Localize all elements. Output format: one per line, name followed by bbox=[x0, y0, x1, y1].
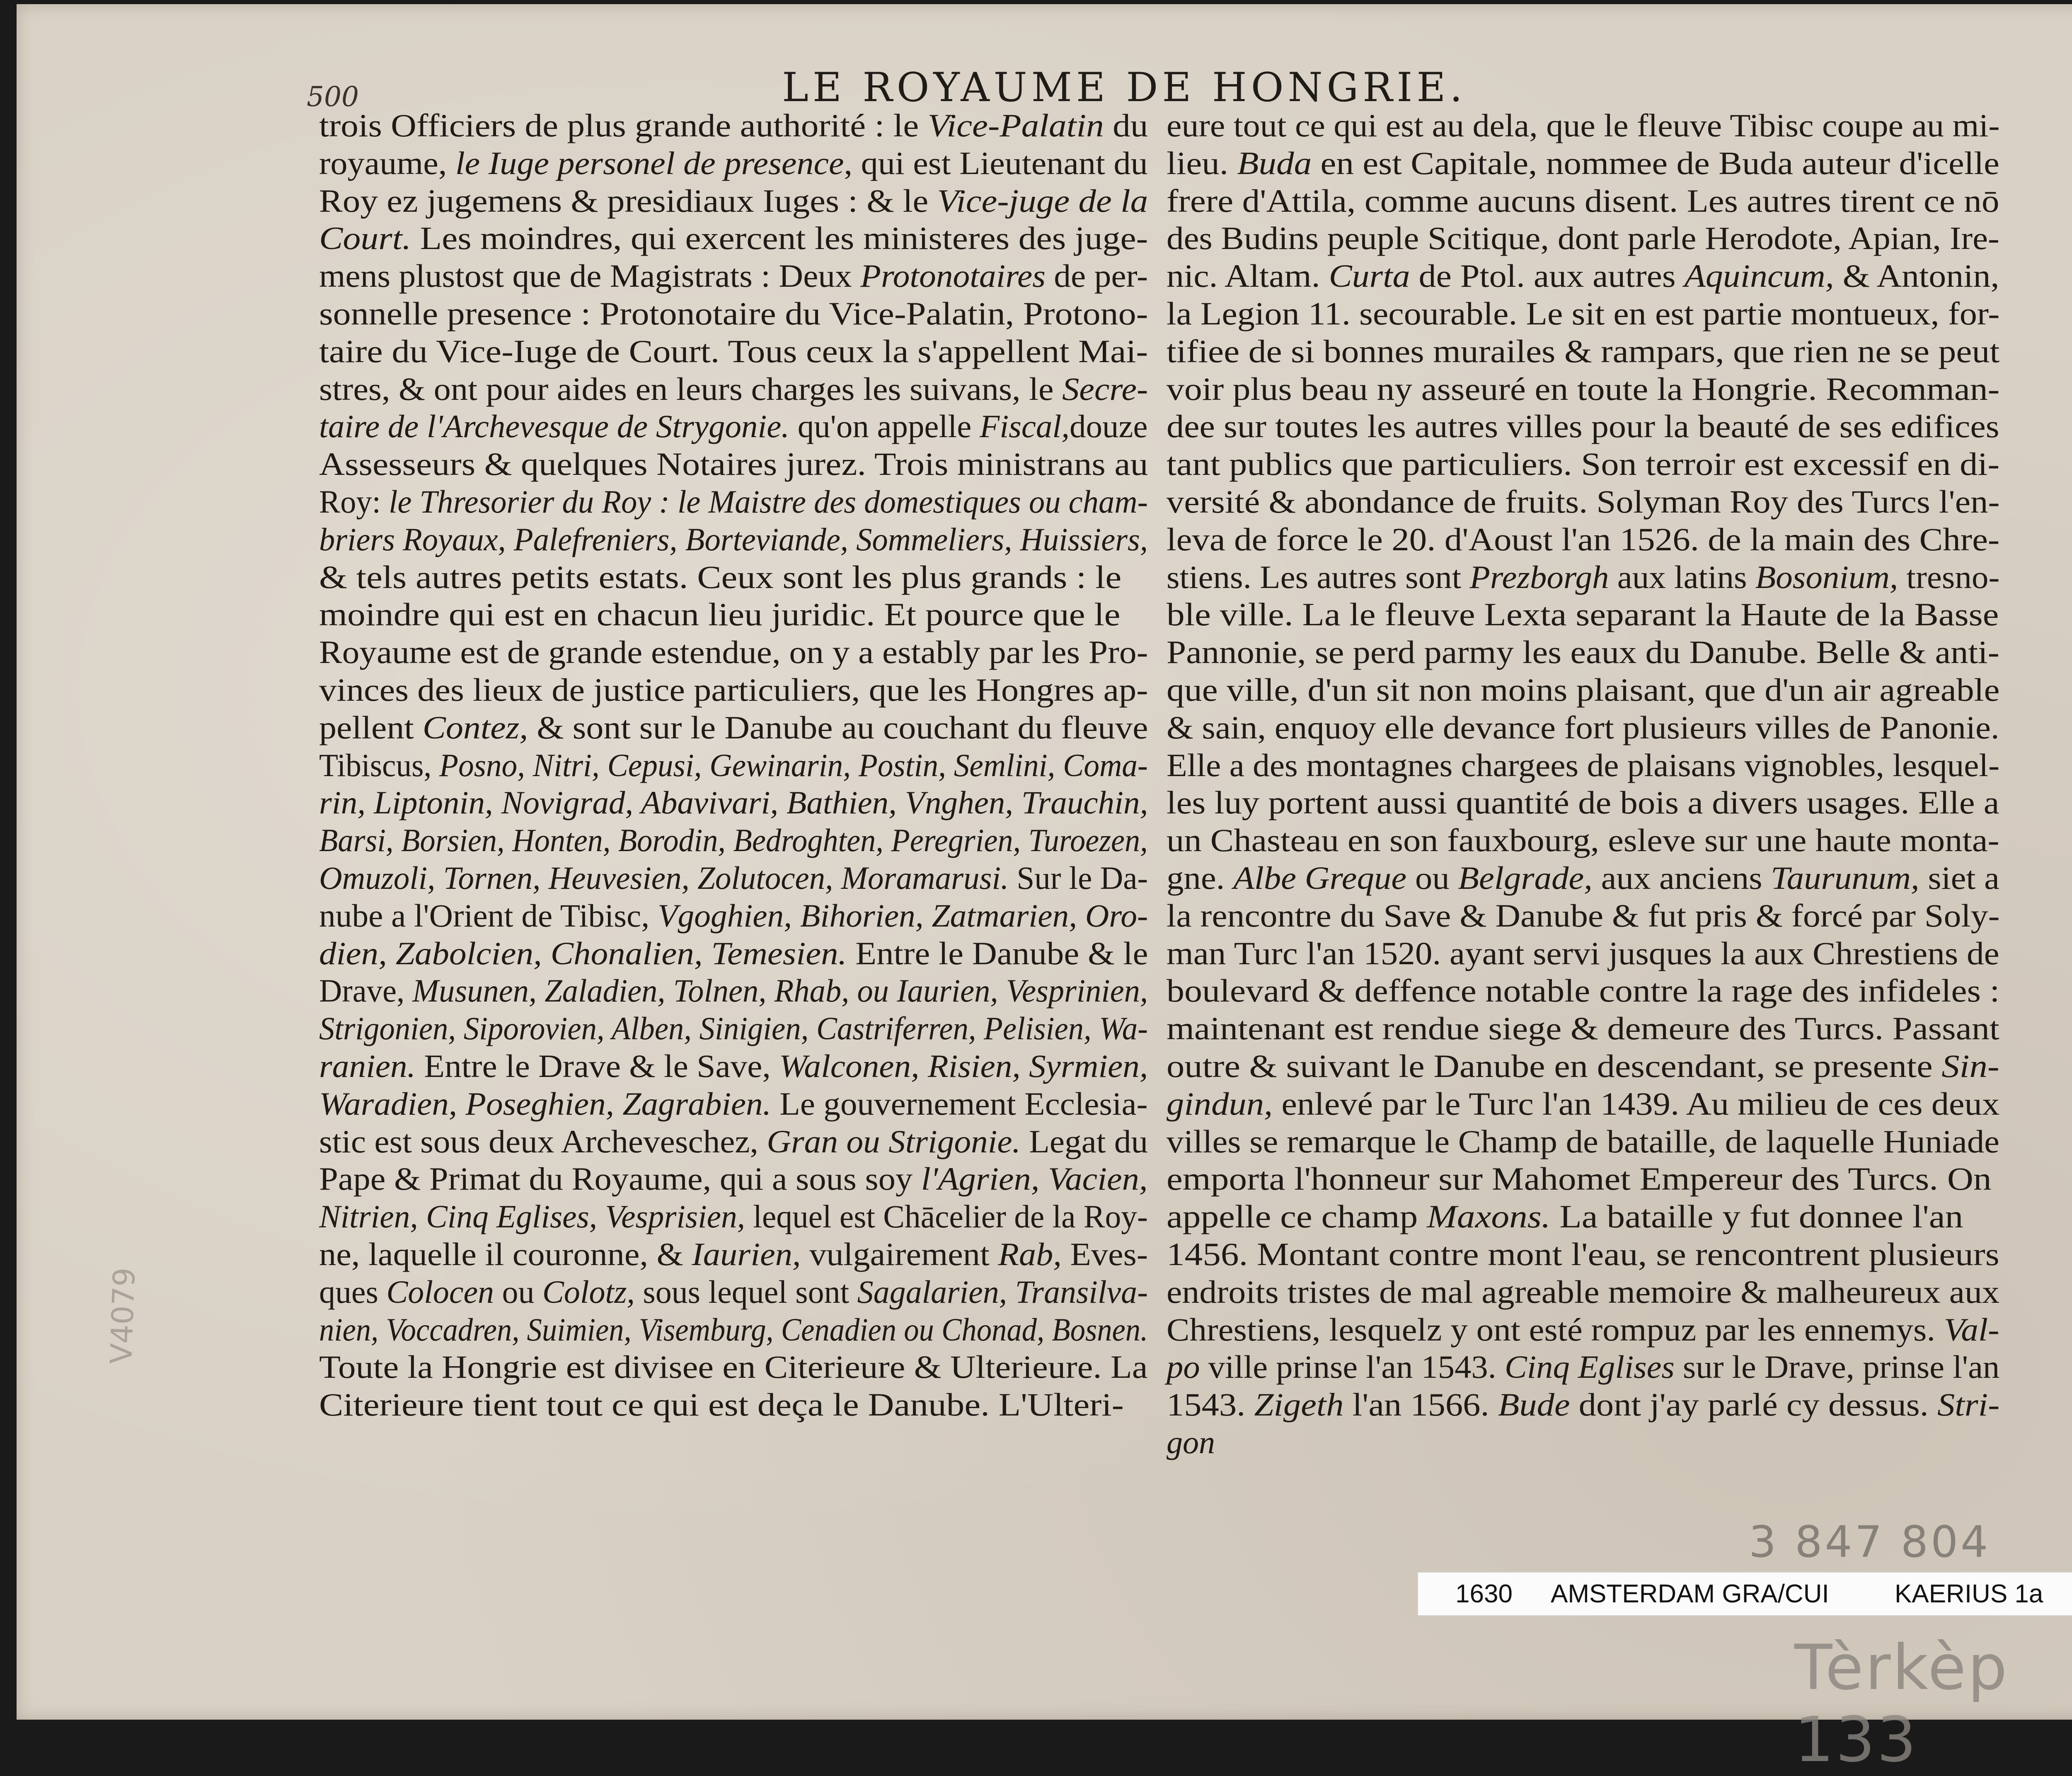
text-segment: Toute la Hongrie est divisee en Citerieure & Ulterieure. La bbox=[319, 1349, 1148, 1385]
text-line bbox=[319, 182, 1223, 220]
text-segment: nube a l'Orient de Tibisc, bbox=[319, 897, 658, 934]
text-segment: Les moindres, qui exercent les ministeres des juge- bbox=[411, 220, 1148, 256]
italic-segment: Val- bbox=[1944, 1311, 1999, 1348]
text-line bbox=[319, 370, 1194, 408]
text-line bbox=[1167, 1048, 2072, 1085]
italic-segment: le Thresorier du Roy : le Maistre des domestiques ou cham- bbox=[389, 483, 1148, 520]
text-segment: siet a bbox=[1919, 859, 1999, 896]
text-segment: villes se remarque le Champ de bataille, de laquelle Huniade bbox=[1167, 1123, 1999, 1159]
text-segment: ville prinse l'an 1543. bbox=[1200, 1349, 1505, 1385]
text-line bbox=[1167, 370, 2072, 408]
text-segment: un Chasteau en son fauxbourg, esleve sur une haute monta- bbox=[1167, 822, 1999, 859]
text-segment: Drave, bbox=[319, 973, 413, 1009]
text-segment: enlevé par le Turc l'an 1439. Au milieu de ces deux bbox=[1273, 1085, 2000, 1122]
text-segment: des Budins peuple Scitique, dont parle Herodote, Apian, Ire- bbox=[1167, 220, 1999, 256]
text-line bbox=[319, 1123, 1184, 1161]
italic-segment: nien, Voccadren, Suimien, Visemburg, Cenadien ou Chonad, Bosnen. bbox=[319, 1311, 1148, 1348]
text-line bbox=[319, 220, 1232, 257]
text-line bbox=[1167, 333, 2072, 370]
text-line bbox=[319, 972, 1148, 1010]
text-line bbox=[1167, 784, 2072, 822]
catalog-year: 1630 bbox=[1455, 1580, 1513, 1608]
text-segment: nic. Altam. bbox=[1167, 258, 1329, 294]
text-line bbox=[1167, 1085, 2070, 1123]
text-line bbox=[1167, 897, 2061, 935]
text-line bbox=[1167, 257, 2063, 295]
text-segment: leva de force le 20. d'Aoust l'an 1526. de la main des Chre- bbox=[1167, 521, 2000, 557]
text-line bbox=[319, 1085, 1182, 1123]
text-line bbox=[319, 145, 1193, 182]
text-segment: Eves- bbox=[1061, 1236, 1148, 1272]
text-segment: aux latins bbox=[1609, 559, 1755, 595]
catalog-label bbox=[1417, 1572, 2072, 1616]
italic-segment: Maxons. bbox=[1427, 1198, 1551, 1235]
text-segment: Entre le Danube & le bbox=[847, 935, 1148, 971]
text-segment: douze bbox=[1070, 408, 1148, 445]
text-line bbox=[319, 784, 1159, 822]
italic-segment: Fiscal, bbox=[980, 408, 1070, 445]
text-segment: Chrestiens, lesquelz y ont esté rompuz par les ennemys. bbox=[1167, 1311, 1944, 1348]
text-segment: Citerieure tient tout ce qui est deça le Danube. L'Ulteri- bbox=[319, 1386, 1124, 1423]
text-line bbox=[1167, 220, 2054, 257]
text-line bbox=[319, 709, 1212, 747]
page-number: 500 bbox=[307, 81, 359, 113]
italic-segment: Vice-juge de la bbox=[937, 182, 1148, 219]
italic-segment: Bosonium, bbox=[1755, 559, 1898, 595]
italic-segment: Sagalarien, Transilva- bbox=[857, 1273, 1148, 1310]
italic-segment: Court. bbox=[319, 220, 411, 256]
italic-segment: Cinq Eglises bbox=[1504, 1349, 1675, 1385]
catalog-place: AMSTERDAM GRA/CUI bbox=[1551, 1580, 1829, 1608]
text-line bbox=[1167, 295, 2067, 333]
text-segment: appelle ce champ bbox=[1167, 1198, 1427, 1235]
pencil-map-number: Tèrkèp 133 bbox=[1794, 1632, 2009, 1776]
text-segment: Pape & Primat du Royaume, qui a sous soy bbox=[319, 1161, 921, 1197]
italic-segment: Rab, bbox=[998, 1236, 1062, 1272]
italic-segment: Bude bbox=[1498, 1386, 1570, 1423]
text-line bbox=[319, 935, 1202, 973]
text-segment: ou bbox=[1406, 859, 1458, 896]
text-segment: de per- bbox=[1045, 258, 1148, 294]
text-segment: voir plus beau ny asseuré en toute la Hongrie. Recomman- bbox=[1167, 370, 2000, 407]
text-line bbox=[1167, 1236, 2072, 1273]
text-segment: taire du Vice-Iuge de Court. Tous ceux la s'appellent Mai- bbox=[319, 333, 1148, 369]
text-segment: stiens. Les autres sont bbox=[1167, 559, 1470, 595]
text-segment: Sur le Da- bbox=[1009, 859, 1148, 896]
italic-segment: gon bbox=[1167, 1424, 1215, 1460]
text-segment: Pannonie, se perd parmy les eaux du Danube. Belle & anti- bbox=[1167, 634, 1999, 670]
italic-segment: Walconen, Risien, Syrmien, bbox=[779, 1048, 1148, 1084]
italic-segment: le Iuge personel de presence bbox=[455, 145, 844, 181]
italic-segment: Colotz, bbox=[542, 1273, 635, 1310]
text-segment: mens plustost que de Magistrats : Deux bbox=[319, 258, 861, 294]
text-segment: versité & abondance de fruits. Solyman Roy des Turcs l'en- bbox=[1167, 483, 2000, 520]
text-segment: que ville, d'un sit non moins plaisant, que d'un air agreable bbox=[1167, 671, 2000, 708]
italic-segment: po bbox=[1167, 1349, 1200, 1385]
text-line bbox=[1167, 1311, 2054, 1349]
catalog-author: KAERIUS 1a bbox=[1895, 1580, 2043, 1608]
text-segment: du bbox=[1104, 107, 1148, 143]
text-segment: la rencontre du Save & Danube & fut pris & forcé par Soly- bbox=[1167, 897, 2000, 934]
text-segment: vinces des lieux de justice particuliers, que les Hongres ap- bbox=[319, 671, 1148, 708]
text-line bbox=[1167, 596, 2072, 634]
text-segment: Assesseurs & quelques Notaires jurez. Trois ministrans au bbox=[319, 446, 1148, 482]
text-segment: vulgairement bbox=[801, 1236, 998, 1272]
running-head: LE ROYAUME DE HONGRIE. bbox=[782, 64, 1467, 111]
italic-segment: Colocen bbox=[386, 1273, 494, 1310]
text-line bbox=[1167, 483, 2069, 521]
italic-segment: l'Agrien, Vacien, bbox=[921, 1161, 1148, 1197]
text-segment: Roy: bbox=[319, 483, 389, 520]
text-line bbox=[319, 257, 1185, 295]
text-line bbox=[1167, 1424, 1999, 1461]
text-line bbox=[319, 408, 1157, 445]
text-column-left bbox=[319, 107, 1148, 1424]
italic-segment: gindun, bbox=[1167, 1085, 1273, 1122]
italic-segment: Gran ou Strigonie. bbox=[767, 1123, 1021, 1159]
text-line bbox=[1167, 445, 2072, 483]
text-line bbox=[1167, 634, 2072, 671]
italic-segment: Barsi, Borsien, Honten, Borodin, Bedroghten, Peregrien, Turoezen, bbox=[319, 822, 1148, 859]
text-line bbox=[1167, 1273, 2063, 1311]
text-line bbox=[319, 1048, 1184, 1085]
text-line bbox=[319, 1311, 1148, 1349]
text-line bbox=[319, 822, 1148, 859]
italic-segment: Iaurien, bbox=[692, 1236, 801, 1272]
text-line bbox=[1167, 1123, 2051, 1161]
text-segment: emporta l'honneur sur Mahomet Empereur des Turcs. On bbox=[1167, 1161, 1992, 1197]
text-line bbox=[1167, 859, 2051, 897]
text-line bbox=[319, 445, 1232, 483]
text-segment: 1543. bbox=[1167, 1386, 1254, 1423]
text-segment: sous lequel sont bbox=[634, 1273, 857, 1310]
text-line bbox=[319, 559, 1247, 596]
text-segment: les luy portent aussi quantité de bois a divers usages. Elle a bbox=[1167, 784, 1999, 821]
italic-segment: Omuzoli, Tornen, Heuvesien, Zolutocen, Moramarusi. bbox=[319, 859, 1009, 896]
text-segment: ques bbox=[319, 1273, 387, 1310]
text-line bbox=[319, 1160, 1196, 1198]
text-segment: tant publics que particuliers. Son terroir est excessif en di- bbox=[1167, 446, 2000, 482]
italic-segment: Zigeth bbox=[1254, 1386, 1344, 1423]
text-line bbox=[319, 333, 1239, 370]
text-segment: dee sur toutes les autres villes pour la beauté de ses edifices bbox=[1167, 408, 1999, 445]
text-line bbox=[319, 1348, 1222, 1386]
text-segment: Elle a des montagnes chargees de plaisans vignobles, lesquel- bbox=[1167, 747, 2000, 783]
text-line bbox=[1167, 1160, 2072, 1198]
text-segment: l'an 1566. bbox=[1343, 1386, 1498, 1423]
text-segment: , qui est Lieutenant du bbox=[844, 145, 1148, 181]
text-line bbox=[1167, 1386, 2070, 1424]
italic-segment: rin, Liptonin, Novigrad, Abavivari, Bathien, Vnghen, Trauchin, bbox=[319, 784, 1148, 821]
text-line bbox=[1167, 822, 2070, 859]
text-segment: stres, & ont pour aides en leurs charges les suivans, le bbox=[319, 370, 1063, 407]
italic-segment: Strigonien, Siporovien, Alben, Sinigien, Castriferren, Pelisien, Wa- bbox=[319, 1010, 1148, 1047]
text-line bbox=[1167, 709, 2054, 747]
text-line bbox=[319, 596, 1247, 634]
italic-segment: Buda bbox=[1237, 145, 1312, 181]
text-line bbox=[319, 671, 1218, 709]
text-segment: la Legion 11. secourable. Le sit en est partie montueux, for- bbox=[1167, 295, 2000, 331]
text-line bbox=[1167, 935, 2055, 973]
text-line bbox=[319, 634, 1205, 671]
italic-segment: Aquincum, bbox=[1684, 258, 1834, 294]
text-segment: ou bbox=[494, 1273, 542, 1310]
text-segment: Le gouvernement Ecclesia- bbox=[771, 1085, 1148, 1122]
italic-segment: Musunen, Zaladien, Tolnen, Rhab, ou Iaurien, Vesprinien, bbox=[412, 973, 1148, 1009]
text-segment: trois Officiers de plus grande authorité : le bbox=[319, 107, 928, 143]
text-line bbox=[1167, 107, 2043, 145]
text-line bbox=[1167, 1348, 2027, 1386]
text-segment: tresno- bbox=[1898, 559, 2000, 595]
italic-segment: Vgoghien, Bihorien, Zatmarien, Oro- bbox=[657, 897, 1148, 934]
text-column-right bbox=[1167, 107, 1999, 1461]
italic-segment: Contez, bbox=[422, 709, 528, 745]
italic-segment: Posno, Nitri, Cepusi, Gewinarin, Postin, Semlini, Coma- bbox=[439, 747, 1148, 783]
text-segment: boulevard & deffence notable contre la rage des infideles : bbox=[1167, 973, 2000, 1009]
text-line bbox=[1167, 1010, 2072, 1048]
text-line bbox=[1167, 972, 2072, 1010]
italic-segment: Belgrade, bbox=[1458, 859, 1593, 896]
text-line bbox=[1167, 1198, 2072, 1236]
text-line bbox=[1167, 747, 2037, 784]
text-line bbox=[319, 747, 1148, 784]
text-line bbox=[319, 897, 1163, 935]
text-segment: outre & suivant le Danube en descendant, se presente bbox=[1167, 1048, 1942, 1084]
text-segment: & sain, enquoy elle devance fort plusieurs villes de Panonie. bbox=[1167, 709, 1999, 745]
text-segment: stic est sous deux Archeveschez, bbox=[319, 1123, 767, 1159]
text-segment: maintenant est rendue siege & demeure des Turcs. Passant bbox=[1167, 1010, 1999, 1047]
text-segment: Entre le Drave & le Save, bbox=[415, 1048, 779, 1084]
text-line bbox=[319, 295, 1234, 333]
text-segment: sur le Drave, prinse l'an bbox=[1674, 1349, 2000, 1385]
text-segment: La bataille y fut donnee l'an bbox=[1550, 1198, 1963, 1235]
text-segment: 1456. Montant contre mont l'eau, se rencontrent plusieurs bbox=[1167, 1236, 1999, 1272]
text-line bbox=[319, 1273, 1147, 1311]
text-segment: moindre qui est en chacun lieu juridic. Et pource que le bbox=[319, 596, 1121, 633]
text-segment: tifiee de si bonnes murailes & rampars, que rien ne se peut bbox=[1167, 333, 2000, 369]
italic-segment: Secre- bbox=[1062, 370, 1148, 407]
text-segment: Royaume est de grande estendue, on y a estably par les Pro- bbox=[319, 634, 1148, 670]
italic-segment: Curta bbox=[1329, 258, 1410, 294]
text-segment: pellent bbox=[319, 709, 423, 745]
italic-segment: dien, Zabolcien, Chonalien, Temesien. bbox=[319, 935, 847, 971]
italic-segment: Taurunum, bbox=[1771, 859, 1920, 896]
italic-segment: Protonotaires bbox=[860, 258, 1046, 294]
text-segment: Tibiscus, bbox=[319, 747, 439, 783]
text-line bbox=[1167, 408, 2066, 445]
italic-segment: Stri- bbox=[1937, 1386, 2000, 1423]
text-segment: man Turc l'an 1520. ayant servi jusques la aux Chrestiens de bbox=[1167, 935, 1999, 971]
text-segment: royaume, bbox=[319, 145, 455, 181]
text-line bbox=[1167, 521, 2072, 559]
text-segment: Legat du bbox=[1020, 1123, 1148, 1159]
italic-segment: taire de l'Archevesque de Strygonie. bbox=[319, 408, 790, 445]
italic-segment: Prezborgh bbox=[1469, 559, 1609, 595]
text-line bbox=[319, 859, 1148, 897]
text-segment: gne. bbox=[1167, 859, 1234, 896]
text-segment: de Ptol. aux autres bbox=[1410, 258, 1685, 294]
pencil-inventory-number: 3 847 804 bbox=[1749, 1517, 1991, 1567]
text-line bbox=[319, 521, 1148, 559]
text-line bbox=[319, 483, 1148, 521]
italic-segment: ranien. bbox=[319, 1048, 416, 1084]
text-line bbox=[1167, 559, 2032, 596]
text-line bbox=[319, 1236, 1195, 1273]
text-segment: eure tout ce qui est au dela, que le fleuve Tibisc coupe au mi- bbox=[1167, 107, 2000, 143]
text-segment: sonnelle presence : Protonotaire du Vice-Palatin, Protono- bbox=[319, 295, 1148, 331]
text-line bbox=[1167, 182, 2072, 220]
text-segment: lieu. bbox=[1167, 145, 1237, 181]
text-segment: frere d'Attila, comme aucuns disent. Les autres tirent ce nō bbox=[1167, 182, 1999, 219]
text-line bbox=[319, 1010, 1148, 1048]
text-line bbox=[319, 1198, 1148, 1236]
text-segment: en est Capitale, nommee de Buda auteur d'icelle bbox=[1312, 145, 1999, 181]
text-line bbox=[1167, 145, 2072, 182]
text-segment: & sont sur le Danube au couchant du fleuve bbox=[528, 709, 1148, 745]
text-segment: qu'on appelle bbox=[789, 408, 980, 445]
text-segment: & tels autres petits estats. Ceux sont les plus grands : le bbox=[319, 559, 1122, 595]
pencil-margin-mark: V4079 bbox=[104, 1267, 142, 1365]
text-line bbox=[319, 1386, 1247, 1424]
text-segment: & Antonin, bbox=[1834, 258, 1999, 294]
italic-segment: Albe Greque bbox=[1233, 859, 1407, 896]
italic-segment: Vice-Palatin bbox=[927, 107, 1104, 143]
text-segment: ne, laquelle il couronne, & bbox=[319, 1236, 692, 1272]
text-segment: lequel est Chācelier de la Roy- bbox=[745, 1198, 1148, 1235]
italic-segment: Waradien, Poseghien, Zagrabien. bbox=[319, 1085, 771, 1122]
italic-segment: Nitrien, Cinq Eglises, Vesprisien, bbox=[319, 1198, 746, 1235]
italic-segment: Sin- bbox=[1941, 1048, 1999, 1084]
text-segment: ble ville. La le fleuve Lexta separant la Haute de la Basse bbox=[1167, 596, 1999, 633]
italic-segment: briers Royaux, Palefreniers, Borteviande, Sommeliers, Huissiers, bbox=[319, 521, 1148, 557]
text-segment: endroits tristes de mal agreable memoire & malheureux aux bbox=[1167, 1273, 2000, 1310]
text-line bbox=[319, 107, 1226, 145]
text-line bbox=[1167, 671, 2072, 709]
text-segment: Roy ez jugemens & presidiaux Iuges : & le bbox=[319, 182, 937, 219]
text-segment: aux anciens bbox=[1592, 859, 1771, 896]
text-segment: dont j'ay parlé cy dessus. bbox=[1570, 1386, 1937, 1423]
